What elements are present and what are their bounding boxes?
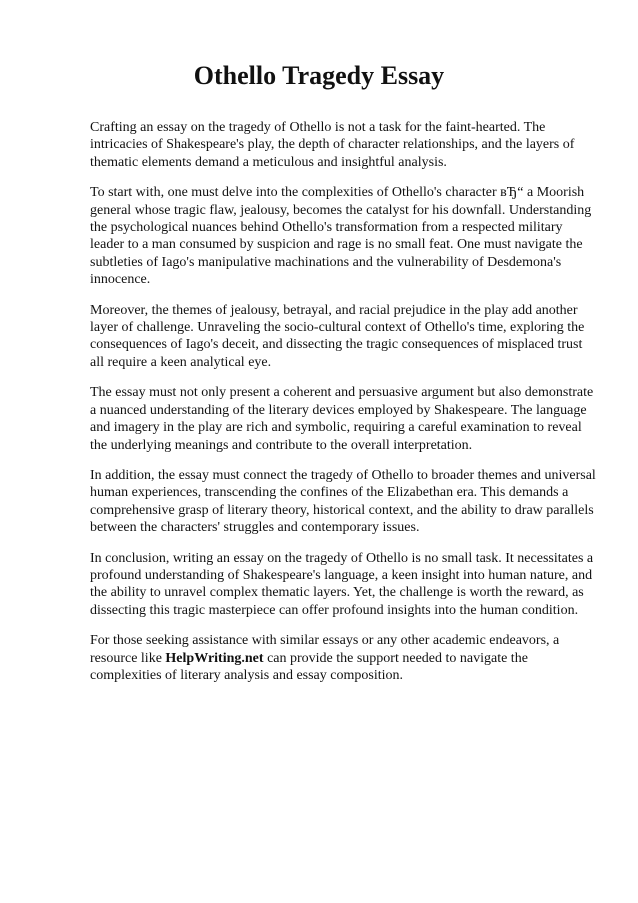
- closing-text-after: can provide the support needed to navigate the complexities of literary analysis and essay composition.: [90, 650, 528, 683]
- paragraph-universal-themes: In addition, the essay must connect the tragedy of Othello to broader themes and universal human experiences, transcending the confines of the Elizabethan era. This demands a comprehensive grasp of literary theory, historical context, and the ability to draw parallels between the characters' struggles and contemporary issues.: [90, 467, 596, 536]
- paragraph-intro: Crafting an essay on the tragedy of Othello is not a task for the faint-hearted. The intricacies of Shakespeare's play, the depth of character relationships, and the layers of thematic elements demand a meticulous and insightful analysis.: [90, 120, 575, 170]
- paragraph-conclusion: In conclusion, writing an essay on the tragedy of Othello is no small task. It necessitates a profound understanding of Shakespeare's language, a keen insight into human nature, and the ability to unravel complex thematic layers. Yet, the challenge is worth the reward, as dissecting this tragic masterpiece can offer profound insights into the human condition.: [90, 550, 594, 618]
- page-title: Othello Tragedy Essay: [193, 61, 445, 90]
- paragraph-character: To start with, one must delve into the complexities of Othello's character вЂ“ a Moorish general whose tragic flaw, jealousy, becomes the catalyst for his downfall. Understanding the psychological nuances behind Othello's transformation from a respected military leader to a man consumed by suspicion and rage is no small feat. One must navigate the subtleties of Iago's manipulative machinations and the vulnerability of Desdemona's innocence.: [90, 185, 592, 288]
- essay-body: [90, 119, 596, 697]
- helpwriting-link[interactable]: HelpWriting.net: [165, 650, 264, 666]
- closing-text-before: For those seeking assistance with similar essays or any other academic endeavors, a resource like: [90, 633, 560, 666]
- paragraph-themes: Moreover, the themes of jealousy, betrayal, and racial prejudice in the play add another layer of challenge. Unraveling the socio-cultural context of Othello's time, exploring the consequences of Iago's deceit, and dissecting the tragic consequences of misplaced trust all require a keen analytical eye.: [90, 302, 585, 370]
- paragraph-closing: [90, 632, 596, 684]
- paragraph-literary-devices: The essay must not only present a coherent and persuasive argument but also demonstrate a nuanced understanding of the literary devices employed by Shakespeare. The language and imagery in the play are rich and symbolic, requiring a careful examination to reveal the underlying meanings and contribute to the overall interpretation.: [90, 385, 594, 453]
